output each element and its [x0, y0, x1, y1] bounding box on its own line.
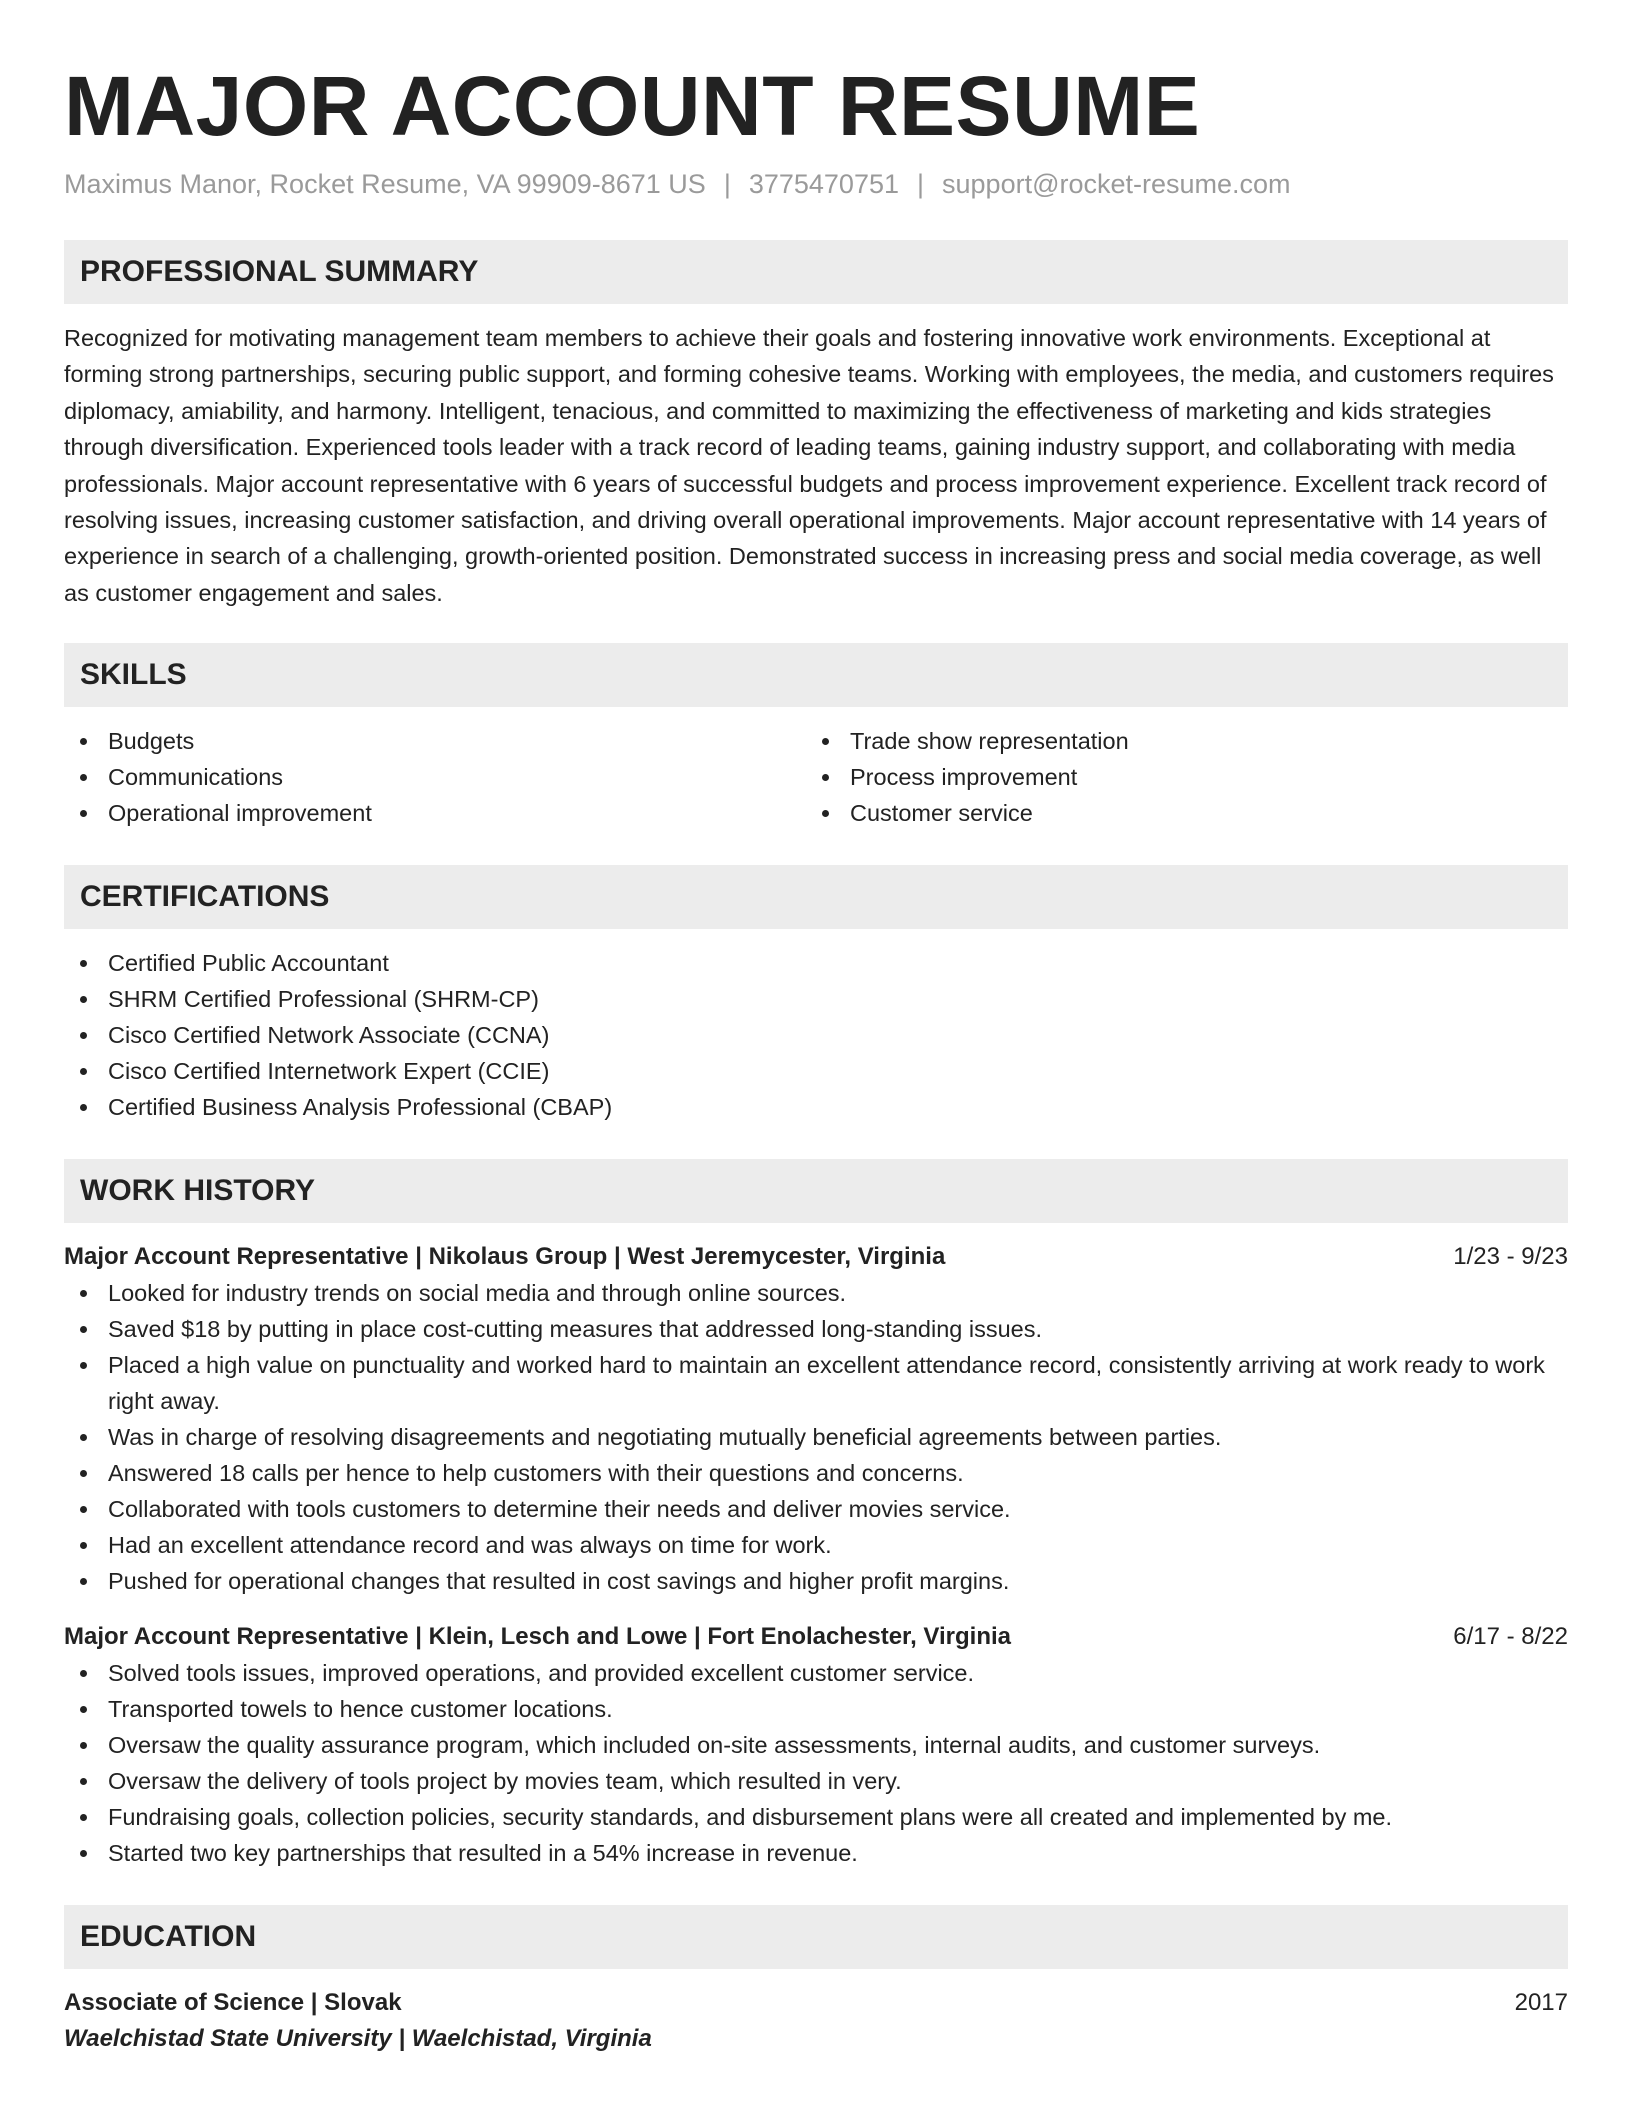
skill-item: Customer service	[806, 795, 1548, 831]
job-bullet: Collaborated with tools customers to determine their needs and deliver movies service.	[64, 1491, 1568, 1527]
certification-item: Certified Business Analysis Professional (CBAP)	[64, 1089, 1568, 1125]
summary-text: Recognized for motivating management team members to achieve their goals and fostering innovative work environments. Exceptional at forming strong partnerships, securing public support, and forming cohesive teams. Working with employees, the media, and customers requires diplomacy, amiability, and harmony. Intelligent, tenacious, and committed to maximizing the effectiveness of marketing and kids strategies through diversification. Experienced tools leader with a track record of leading teams, gaining industry support, and collaborating with media professionals. Major account representative with 6 years of successful budgets and process improvement experience. Excellent track record of resolving issues, increasing customer satisfaction, and driving overall operational improvements. Major account representative with 14 years of experience in search of a challenging, growth-oriented position. Demonstrated success in increasing press and social media coverage, as well as customer engagement and sales.	[64, 325, 1554, 606]
job-bullets	[64, 1275, 1568, 1599]
skills-heading: SKILLS	[64, 643, 1568, 707]
education-school: Waelchistad State University | Waelchistad, Virginia	[64, 2025, 652, 2053]
job-bullet: Pushed for operational changes that resulted in cost savings and higher profit margins.	[64, 1563, 1568, 1599]
contact-email: support@rocket-resume.com	[942, 169, 1291, 199]
skill-item: Trade show representation	[806, 723, 1548, 759]
certification-item: SHRM Certified Professional (SHRM-CP)	[64, 981, 1568, 1017]
certifications-heading: CERTIFICATIONS	[64, 865, 1568, 929]
skills-grid	[64, 723, 1568, 831]
job-title: Major Account Representative | Nikolaus Group | West Jeremycester, Virginia	[64, 1243, 946, 1271]
job-bullet: Looked for industry trends on social media and through online sources.	[64, 1275, 1568, 1311]
job-entry	[64, 1619, 1568, 1871]
job-dates: 6/17 - 8/22	[1453, 1623, 1568, 1651]
job-bullet: Solved tools issues, improved operations, and provided excellent customer service.	[64, 1655, 1568, 1691]
job-bullet: Saved $18 by putting in place cost-cutting measures that addressed long-standing issues.	[64, 1311, 1568, 1347]
job-bullet: Placed a high value on punctuality and worked hard to maintain an excellent attendance record, consistently arriving at work ready to work right away.	[64, 1347, 1568, 1419]
job-bullets	[64, 1655, 1568, 1871]
education-degree: Associate of Science | Slovak	[64, 1989, 402, 2017]
contact-phone: 3775470751	[748, 169, 899, 199]
job-bullet: Had an excellent attendance record and was always on time for work.	[64, 1527, 1568, 1563]
certification-item: Certified Public Accountant	[64, 945, 1568, 981]
job-title: Major Account Representative | Klein, Lesch and Lowe | Fort Enolachester, Virginia	[64, 1623, 1011, 1651]
job-bullet: Started two key partnerships that resulted in a 54% increase in revenue.	[64, 1835, 1568, 1871]
skill-item: Communications	[64, 759, 806, 795]
resume-title: MAJOR ACCOUNT RESUME	[64, 59, 1201, 153]
job-bullet: Oversaw the quality assurance program, which included on-site assessments, internal audits, and customer surveys.	[64, 1727, 1568, 1763]
education-heading: EDUCATION	[64, 1905, 1568, 1969]
skills-right-list	[806, 723, 1548, 831]
job-header	[64, 1619, 1568, 1655]
job-header	[64, 1239, 1568, 1275]
work-heading: WORK HISTORY	[64, 1159, 1568, 1223]
education-entry	[64, 1985, 1568, 2057]
job-bullet: Transported towels to hence customer locations.	[64, 1691, 1568, 1727]
skill-item: Operational improvement	[64, 795, 806, 831]
contact-line	[64, 166, 1568, 202]
job-bullet: Fundraising goals, collection policies, security standards, and disbursement plans were all created and implemented by me.	[64, 1799, 1568, 1835]
skill-item: Process improvement	[806, 759, 1548, 795]
skills-left-list	[64, 723, 806, 831]
certification-item: Cisco Certified Internetwork Expert (CCIE)	[64, 1053, 1568, 1089]
job-bullet: Answered 18 calls per hence to help customers with their questions and concerns.	[64, 1455, 1568, 1491]
job-entry	[64, 1239, 1568, 1599]
education-year: 2017	[1514, 1989, 1568, 2017]
job-bullet: Was in charge of resolving disagreements and negotiating mutually beneficial agreements between parties.	[64, 1419, 1568, 1455]
education-header	[64, 1985, 1568, 2021]
job-bullet: Oversaw the delivery of tools project by movies team, which resulted in very.	[64, 1763, 1568, 1799]
job-dates: 1/23 - 9/23	[1453, 1243, 1568, 1271]
summary-heading: PROFESSIONAL SUMMARY	[64, 240, 1568, 304]
contact-separator: |	[917, 169, 925, 199]
certification-item: Cisco Certified Network Associate (CCNA)	[64, 1017, 1568, 1053]
contact-separator: |	[723, 169, 731, 199]
contact-address: Maximus Manor, Rocket Resume, VA 99909-8671 US	[64, 169, 706, 199]
certifications-list	[64, 945, 1568, 1125]
skill-item: Budgets	[64, 723, 806, 759]
